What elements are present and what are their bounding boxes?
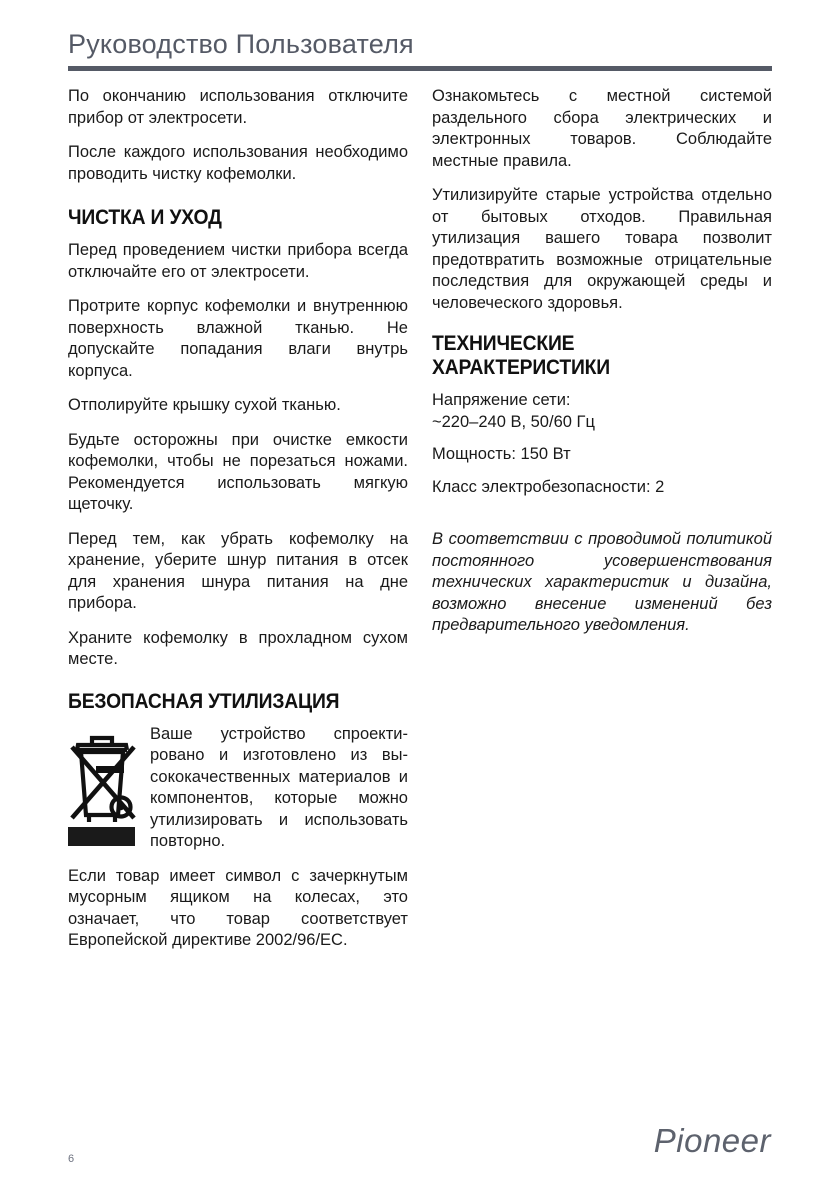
spec-protection-class [432, 477, 772, 499]
crossed-out-wheelie-bin-icon [68, 726, 140, 848]
paragraph: Протрите корпус кофемолки и внутреннюю поверхность влажной тканью. Не допускайте попадания влаги внутрь корпуса. [68, 297, 408, 380]
paragraph: Ознакомьтесь с местной системой раздельного сбора электрических и электронных товаров. Соблюдайте местные правила. [432, 87, 772, 170]
page-number: 6 [68, 1153, 75, 1165]
page-header [68, 28, 772, 71]
spec-power [432, 444, 772, 466]
spec-power-label: Мощность: 150 Вт [432, 445, 571, 463]
paragraph: Перед проведением чистки прибора всегда отключайте его от электросети. [68, 241, 408, 281]
weee-block [68, 724, 408, 866]
section-heading-specs-line2: ХАРАКТЕРИСТИКИ [432, 356, 610, 379]
right-column [432, 86, 772, 637]
header-divider [68, 66, 772, 71]
paragraph: Храните кофемолку в прохладном сухом месте. [68, 628, 408, 668]
section-heading-specs-line1: ТЕХНИЧЕСКИЕ [432, 332, 575, 355]
spec-voltage-value: ~220–240 В, 50/60 Гц [432, 412, 595, 431]
section-heading-care: ЧИСТКА И УХОД [68, 206, 222, 229]
spec-protection-class-label: Класс электробезопасности: 2 [432, 477, 665, 496]
paragraph: Будьте осторожны при очистке емкости кофемолки, чтобы не порезаться ножами. Рекомендуется использовать мягкую щеточку. [68, 430, 408, 513]
spacer [432, 509, 772, 529]
page-title: Руководство Пользователя [68, 29, 414, 59]
disclaimer-text: В соответствии с проводимой политикой постоянного усовершенствования технических характеристик и дизайна, возможно внесение изменений без предварительного уведомления. [432, 530, 772, 634]
paragraph: Если товар имеет символ с зачеркнутым мусорным ящиком на колесах, это означает, что товар соответствует Европейской директиве 2002/96/EC. [68, 866, 408, 949]
paragraph: Отполируйте крышку сухой тканью. [68, 396, 341, 414]
left-column [68, 86, 408, 952]
section-heading-disposal: БЕЗОПАСНАЯ УТИЛИЗАЦИЯ [68, 689, 340, 713]
paragraph: Утилизируйте старые устройства отдельно от бытовых отходов. Правильная утилизация вашего товара позволит предотвратить возможные отрицательные последствия для окружающей среды и человеческого здоровья. [432, 186, 772, 312]
paragraph: Перед тем, как убрать кофемолку на хранение, уберите шнур питания в отсек для хранения шнура питания на дне прибора. [68, 529, 408, 612]
paragraph: После каждого использования необходимо проводить чистку кофемолки. [68, 143, 408, 183]
paragraph: По окончанию использования отключите прибор от электросети. [68, 87, 408, 127]
spec-voltage-label: Напряжение сети: [432, 391, 571, 409]
brand-logo: Pioneer [653, 1122, 771, 1159]
content-columns [68, 86, 772, 1066]
spec-voltage [432, 390, 772, 433]
paragraph: Ваше устройство спроектировано и изготовлено из высококачественных материалов и компонентов, которые можно утилизировать и использовать повторно. [150, 724, 408, 850]
